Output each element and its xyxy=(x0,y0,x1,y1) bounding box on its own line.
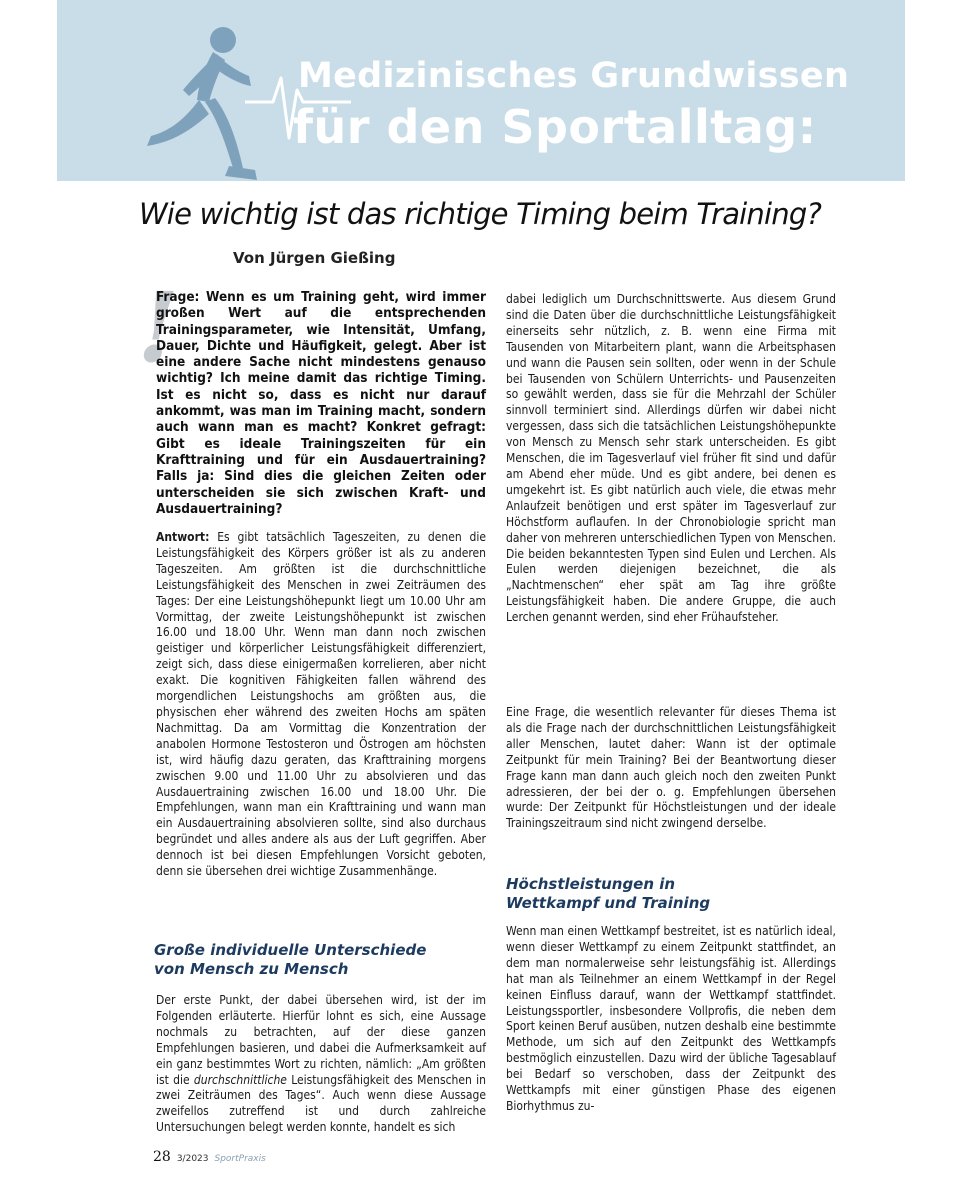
section-1-text-start: Der erste Punkt, der dabei übersehen wird, ist der im Folgenden erläuterte. Hierfür lohnt es sich, eine Aussage nochmals zu betrachten, auf der diese ganzen Empfehlungen basieren, und dabei die Aufmerksamkeit auf ein ganz bestimmtes Wort zu richten, nämlich: „Am größten ist die xyxy=(156,993,486,1087)
section-heading-2-line-1: Höchstleistungen in xyxy=(506,875,676,893)
answer-paragraph xyxy=(156,530,486,880)
issue-number: 3/2023 xyxy=(176,1154,209,1164)
section-heading-1 xyxy=(154,941,426,979)
exclamation-mark-icon: ! xyxy=(137,271,180,384)
answer-text: Es gibt tatsächlich Tageszeiten, zu denen die Leistungsfähigkeit des Körpers größer ist als zu anderen Tageszeiten. Am größten ist die durchschnittliche Leistungsfähigkeit des Menschen in zwei Zeiträumen des Tages: Der eine Leistungshöhepunkt liegt um 10.00 Uhr am Vormittag, der zweite Leistungshöhepunkt ist zwischen 16.00 und 18.00 Uhr. Wenn man dann noch zwischen geistiger und körperlicher Leistungsfähigkeit differenziert, zeigt sich, dass diese einigermaßen korrelieren, aber nicht exakt. Die kognitiven Fähigkeiten fallen während des morgendlichen Leistungshochs am größten aus, die physischen eher während des zweiten Hochs am späten Nachmittag. Da am Vormittag die Konzentration der anabolen Hormone Testosteron und Östrogen am höchsten ist, wird häufig dazu geraten, das Krafttraining morgens zwischen 9.00 und 11.00 Uhr zu absolvieren und das Ausdauertraining zwischen 16.00 und 18.00 Uhr. Die Empfehlungen, wann man ein Krafttraining und wann man ein Ausdauertraining absolvieren sollte, sind also durchaus begründet und alles andere als aus der Luft gegriffen. Aber dennoch ist bei diesen Empfehlungen Vorsicht geboten, denn sie übersehen drei wichtige Zusammenhänge. xyxy=(156,530,486,879)
section-1-text-overflow: dabei lediglich um Durchschnittswerte. Aus diesem Grund sind die Daten über die durchschnittliche Leistungsfähigkeit einerseits sehr nützlich, z. B. wenn eine Firma mit Tausenden von Mitarbeitern plant, wann die Arbeitsphasen und wann die Pausen sein sollten, oder wenn in der Schule bei Tausenden von Schülern Unterrichts- und Pausenzeiten so gewählt werden, dass sie für die Mehrzahl der Schüler sinnvoll terminiert sind. Allerdings dürfen wir dabei nicht vergessen, dass sich die tatsächlichen Leistungshöhepunkte von Mensch zu Mensch sehr stark unterscheiden. Es gibt Menschen, die im Tagesverlauf viel früher fit sind und dafür am Abend eher müde. Und es gibt andere, bei denen es umgekehrt ist. Es gibt natürlich auch viele, die etwas mehr Anlaufzeit benötigen und erst später im Tagesverlauf zur Höchstform auflaufen. In der Chronobiologie spricht man daher von mehreren unterschiedlichen Typen von Menschen. Die beiden bekanntesten Typen sind Eulen und Lerchen. Als Eulen werden diejenigen bezeichnet, die als „Nachtmenschen“ eher spät am Tag ihre größte Leistungsfähigkeit haben. Die andere Gruppe, die auch Lerchen genannt werden, sind eher Frühaufsteher. xyxy=(506,292,836,625)
section-heading-2-line-2: Wettkampf und Training xyxy=(506,894,711,912)
section-2-text xyxy=(506,924,836,1115)
answer-label: Antwort: xyxy=(156,530,210,544)
title-line-1: Medizinisches Grundwissen xyxy=(298,56,850,96)
title-line-2: für den Sportalltag: xyxy=(293,100,817,154)
magazine-name: SportPraxis xyxy=(214,1154,266,1164)
section-2-paragraph: Wenn man einen Wettkampf bestreitet, ist es natürlich ideal, wenn dieser Wettkampf zu einem Zeitpunkt stattfindet, an dem man normalerweise sehr leistungsfähig ist. Allerdings hat man als Teilnehmer an einem Wettkampf in der Regel keinen Einfluss darauf, wann der Wettkampf stattfindet. Leistungssportler, insbesondere Vollprofis, die neben dem Sport keinen Beruf ausüben, nutzen deshalb eine bestimmte Methode, um sich auf den Zeitpunkt des Wettkampfs bestmöglich einzustellen. Dazu wird der übliche Tagesablauf bei Bedarf so verschoben, dass der Zeitpunkt des Wettkampfs mit einer günstigen Phase des eigenen Biorhythmus zu- xyxy=(506,924,836,1113)
section-heading-1-line-2: von Mensch zu Mensch xyxy=(154,960,349,978)
section-heading-1-line-1: Große individuelle Unterschiede xyxy=(154,941,427,959)
section-1-paragraph-2-text: Eine Frage, die wesentlich relevanter für dieses Thema ist als die Frage nach der durchschnittlichen Leistungsfähigkeit aller Menschen, lautet daher: Wann ist der optimale Zeitpunkt für mein Training? Bei der Beantwortung dieser Frage kann man dann auch gleich noch den zweiten Punkt adressieren, der bei der o. g. Empfehlungen übersehen wurde: Der Zeitpunkt für Höchstleistungen und der ideale Trainingszeitraum sind nicht zwingend derselbe. xyxy=(506,705,836,831)
section-1-text-continued: Leistungsfähigkeit des Menschen in zwei Zeiträumen des Tages“. Auch wenn diese Aussage zweifellos zutreffend ist und durch zahlreiche Untersuchungen belegt werden konnte, handelt es sich xyxy=(156,1072,486,1135)
title-banner xyxy=(57,0,905,181)
section-heading-2 xyxy=(506,875,710,913)
section-1-emphasis: durchschnittliche xyxy=(193,1072,287,1087)
section-1-paragraph-2 xyxy=(506,705,836,832)
page-number: 28 xyxy=(153,1149,171,1165)
section-1-text-column-a xyxy=(156,993,486,1136)
question-paragraph: Frage: Wenn es um Training geht, wird immer großen Wert auf die entsprechenden Trainingsparameter, wie Intensität, Umfang, Dauer, Dichte und Häufigkeit, gelegt. Aber ist eine andere Sache nicht mindestens genauso wichtig? Ich meine damit das richtige Timing. Ist es nicht so, dass es nicht nur darauf ankommt, was man im Training macht, sondern auch wann man es macht? Konkret gefragt: Gibt es ideale Trainingszeiten für ein Krafttraining und für ein Ausdauertraining? Falls ja: Sind dies die gleichen Zeiten oder unterscheiden sie sich zwischen Kraft- und Ausdauertraining? xyxy=(156,289,486,517)
article-subtitle: Wie wichtig ist das richtige Timing beim Training? xyxy=(138,197,822,231)
author-byline: Von Jürgen Gießing xyxy=(233,249,396,267)
page-footer xyxy=(153,1149,266,1165)
section-1-text-column-b xyxy=(506,292,836,626)
